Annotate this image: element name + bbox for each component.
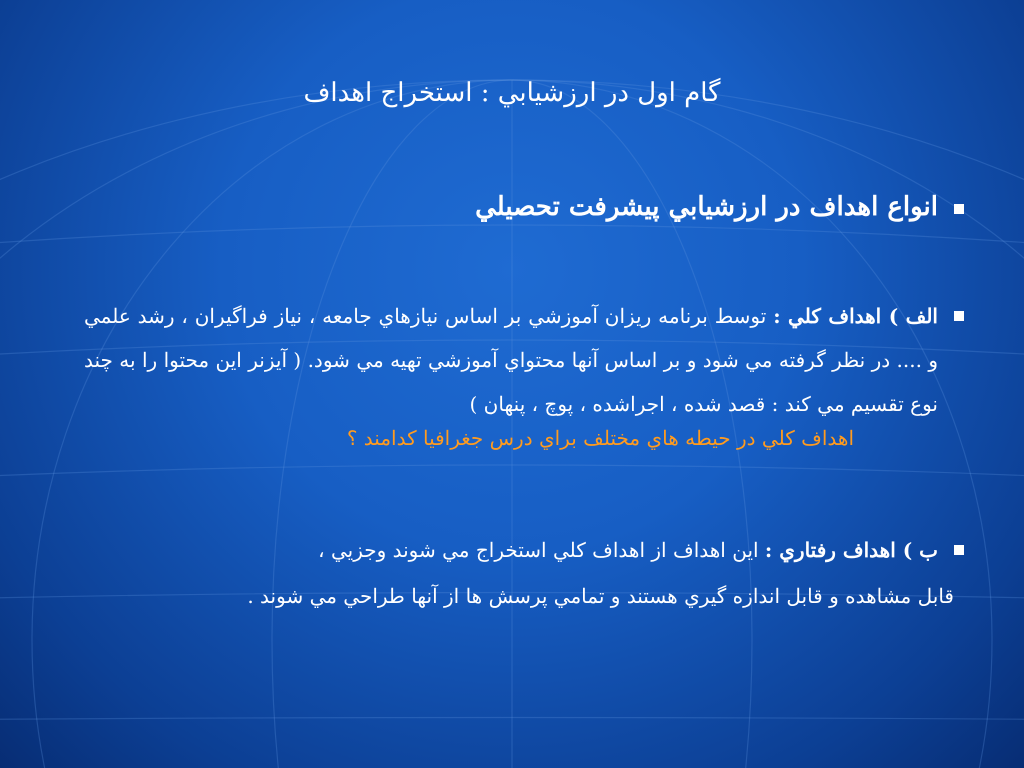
square-bullet-icon	[954, 545, 964, 555]
heading-text: انواع اهداف در ارزشيابي پيشرفت تحصيلي	[475, 192, 938, 222]
slide-title: گام اول در ارزشيابي : استخراج اهداف	[303, 78, 721, 108]
general-goals-label: الف ) اهداف كلي :	[773, 304, 938, 328]
behavioral-goals-label: ب ) اهداف رفتاري :	[764, 538, 938, 562]
square-bullet-icon	[954, 204, 964, 214]
general-goals-text: توسط برنامه ريزان آموزشي بر اساس نيازهاي جامعه ، نياز فراگيران ، رشد علمي و .... در نظر گرفته مي شود و بر اساس آنها محتواي آموزشي تهيه مي شود. ( آيزنر اين محتوا را به چند نوع تقسيم مي كند : قصد شده ، اجراشده ، پوچ ، پنهان )	[84, 304, 938, 416]
bullet-general-goals	[84, 294, 964, 426]
general-goals-paragraph	[84, 294, 938, 426]
square-bullet-icon	[954, 311, 964, 321]
bullet-behavioral-goals	[318, 528, 964, 572]
behavioral-goals-paragraph	[318, 528, 938, 572]
behavioral-goals-text: اين اهداف از اهداف كلي استخراج مي شوند وجزيي ،	[318, 538, 765, 562]
heading-bullet	[475, 192, 964, 222]
question-text: اهداف كلي در حيطه هاي مختلف براي درس جغرافيا كدامند ؟	[346, 426, 854, 450]
behavioral-goals-continuation: قابل مشاهده و قابل اندازه گيري هستند و تمامي پرسش ها از آنها طراحي مي شوند .	[247, 584, 954, 608]
